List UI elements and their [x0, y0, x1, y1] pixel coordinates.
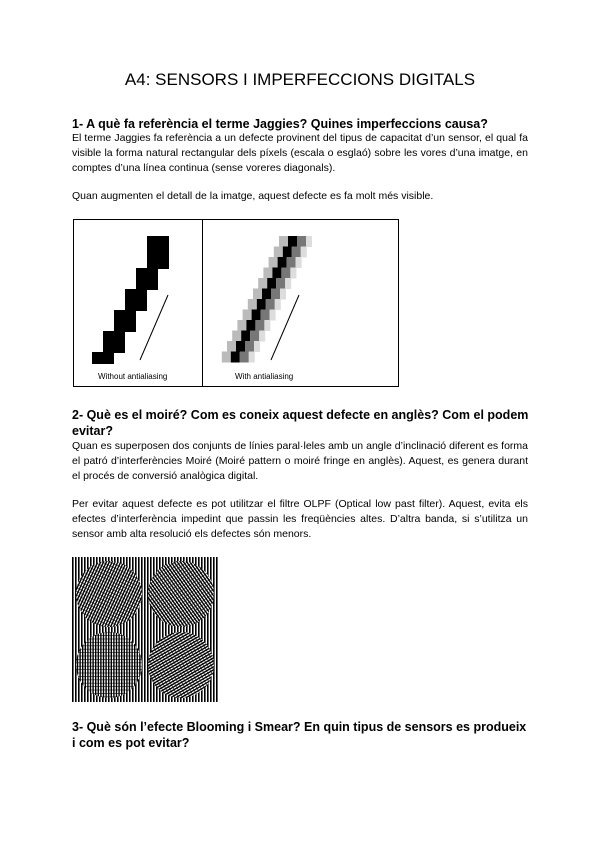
caption-with-antialiasing: With antialiasing: [235, 372, 294, 381]
section-2-paragraph-1: Quan es superposen dos conjunts de línies paral·leles amb un angle d’inclinació diferent es forma el patró d’interferències Moiré (Moiré pattern o moiré fringe en anglès). Aquest, es genera durant el procés de conversió analògica digital.: [72, 440, 528, 482]
moire-pattern-image: [72, 557, 218, 702]
section-3-heading: 3- Què són l’efecte Blooming i Smear? En quin tipus de sensors es produeix i com es pot evitar?: [72, 720, 527, 750]
jaggies-figure: [73, 219, 399, 387]
page-title: A4: SENSORS I IMPERFECCIONS DIGITALS: [124, 70, 476, 89]
antialiased-line-image: [203, 220, 399, 370]
section-1-paragraph-2: Quan augmenten el detall de la imatge, aquest defecte es fa molt més visible.: [72, 190, 434, 202]
section-1-paragraph-1: El terme Jaggies fa referència a un defecte provinent del tipus de capacitat d’un sensor, el qual fa visible la forma natural rectangular dels píxels (escala o esglaó) sobre les vores d’una imatge, en comptes d’una línea continua (sense voreres diagonals).: [72, 132, 528, 174]
section-2-paragraph-2: Per evitar aquest defecte es pot utilitzar el filtre OLPF (Optical low past filter). Aquest, evita els efectes d’interferència impedint que passin les freqüències altes. D’altra banda, si s’utilitza un sensor amb alta resolució els defectes són menors.: [72, 498, 528, 540]
section-1-heading: 1- A què fa referència el terme Jaggies? Quines imperfeccions causa?: [72, 117, 488, 131]
caption-without-antialiasing: Without antialiasing: [98, 372, 168, 381]
section-2-heading: 2- Què es el moiré? Com es coneix aquest defecte en anglès? Com el podem evitar?: [72, 408, 529, 438]
aliased-line-image: [74, 220, 202, 370]
